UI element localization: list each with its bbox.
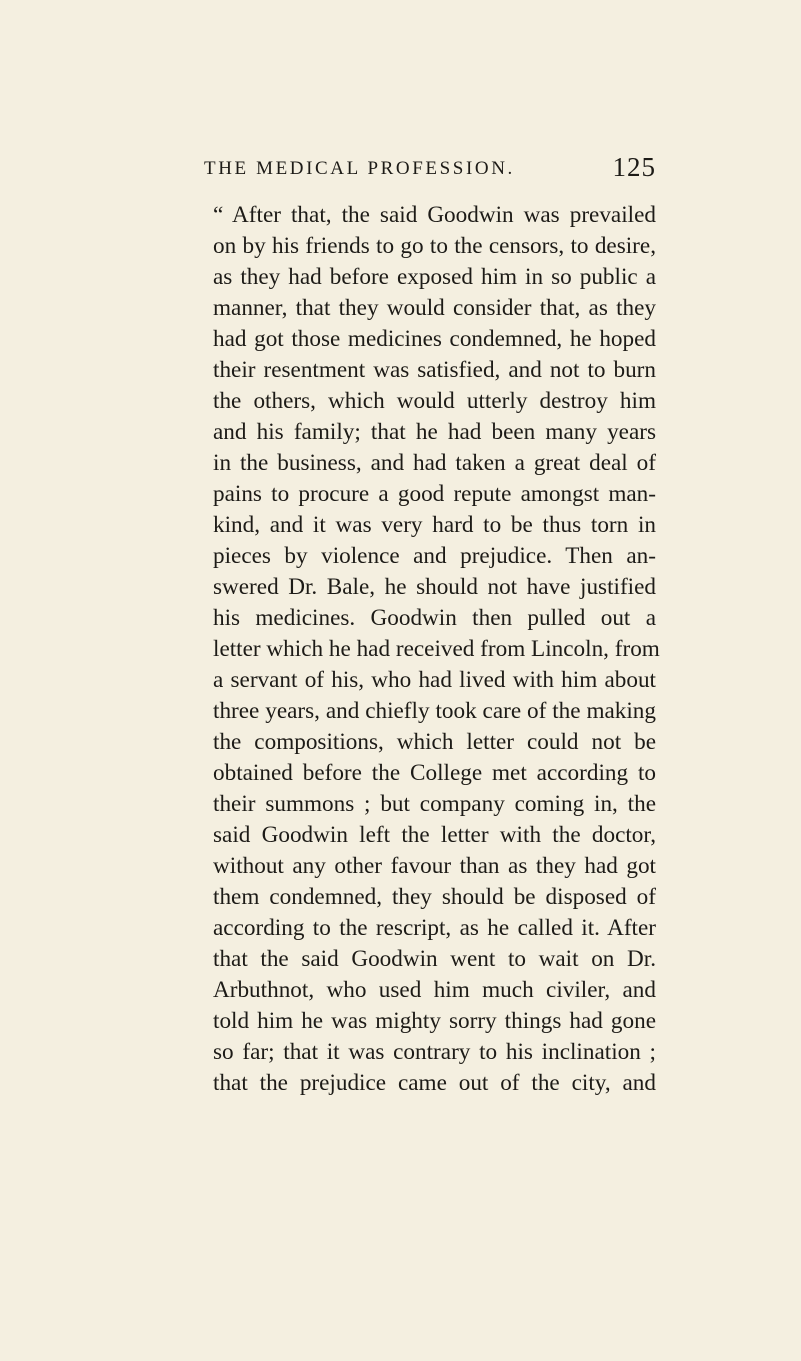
text-line: had got those medicines condemned, he hoped xyxy=(213,326,656,352)
text-line: manner, that they would consider that, as they xyxy=(213,295,656,321)
text-line: letter which he had received from Lincoln, from xyxy=(213,636,660,662)
text-line: pains to procure a good repute amongst man- xyxy=(213,481,656,507)
text-line: that the prejudice came out of the city, and xyxy=(213,1070,656,1096)
text-line: said Goodwin left the letter with the doctor, xyxy=(213,822,656,848)
text-line: and his family; that he had been many years xyxy=(213,419,656,445)
text-line: a servant of his, who had lived with him about xyxy=(213,667,656,693)
running-title: THE MEDICAL PROFESSION. xyxy=(204,158,515,179)
text-line: the others, which would utterly destroy him xyxy=(213,388,656,414)
text-line: without any other favour than as they had got xyxy=(213,853,656,879)
text-line: Arbuthnot, who used him much civiler, and xyxy=(213,977,656,1003)
text-line: swered Dr. Bale, he should not have justified xyxy=(213,574,656,600)
text-line: his medicines. Goodwin then pulled out a xyxy=(213,605,656,631)
text-line: them condemned, they should be disposed of xyxy=(213,884,656,910)
body-text xyxy=(213,200,660,1099)
text-line: the compositions, which letter could not be xyxy=(213,729,656,755)
text-line: three years, and chiefly took care of the making xyxy=(213,698,656,724)
text-line: that the said Goodwin went to wait on Dr. xyxy=(213,946,656,972)
text-line: pieces by violence and prejudice. Then an- xyxy=(213,543,656,569)
text-line: as they had before exposed him in so public a xyxy=(213,264,656,290)
text-line: “ After that, the said Goodwin was prevailed xyxy=(213,202,656,228)
text-line: so far; that it was contrary to his inclination ; xyxy=(213,1039,656,1065)
running-head xyxy=(186,152,656,186)
text-line: on by his friends to go to the censors, to desire, xyxy=(213,233,656,259)
page-number: 125 xyxy=(612,152,656,182)
text-line: according to the rescript, as he called it. After xyxy=(213,915,656,941)
text-line: obtained before the College met according to xyxy=(213,760,656,786)
text-line: kind, and it was very hard to be thus torn in xyxy=(213,512,656,538)
text-line: their summons ; but company coming in, the xyxy=(213,791,656,817)
text-line: their resentment was satisfied, and not to burn xyxy=(213,357,656,383)
text-line: told him he was mighty sorry things had gone xyxy=(213,1008,656,1034)
text-line: in the business, and had taken a great deal of xyxy=(213,450,656,476)
